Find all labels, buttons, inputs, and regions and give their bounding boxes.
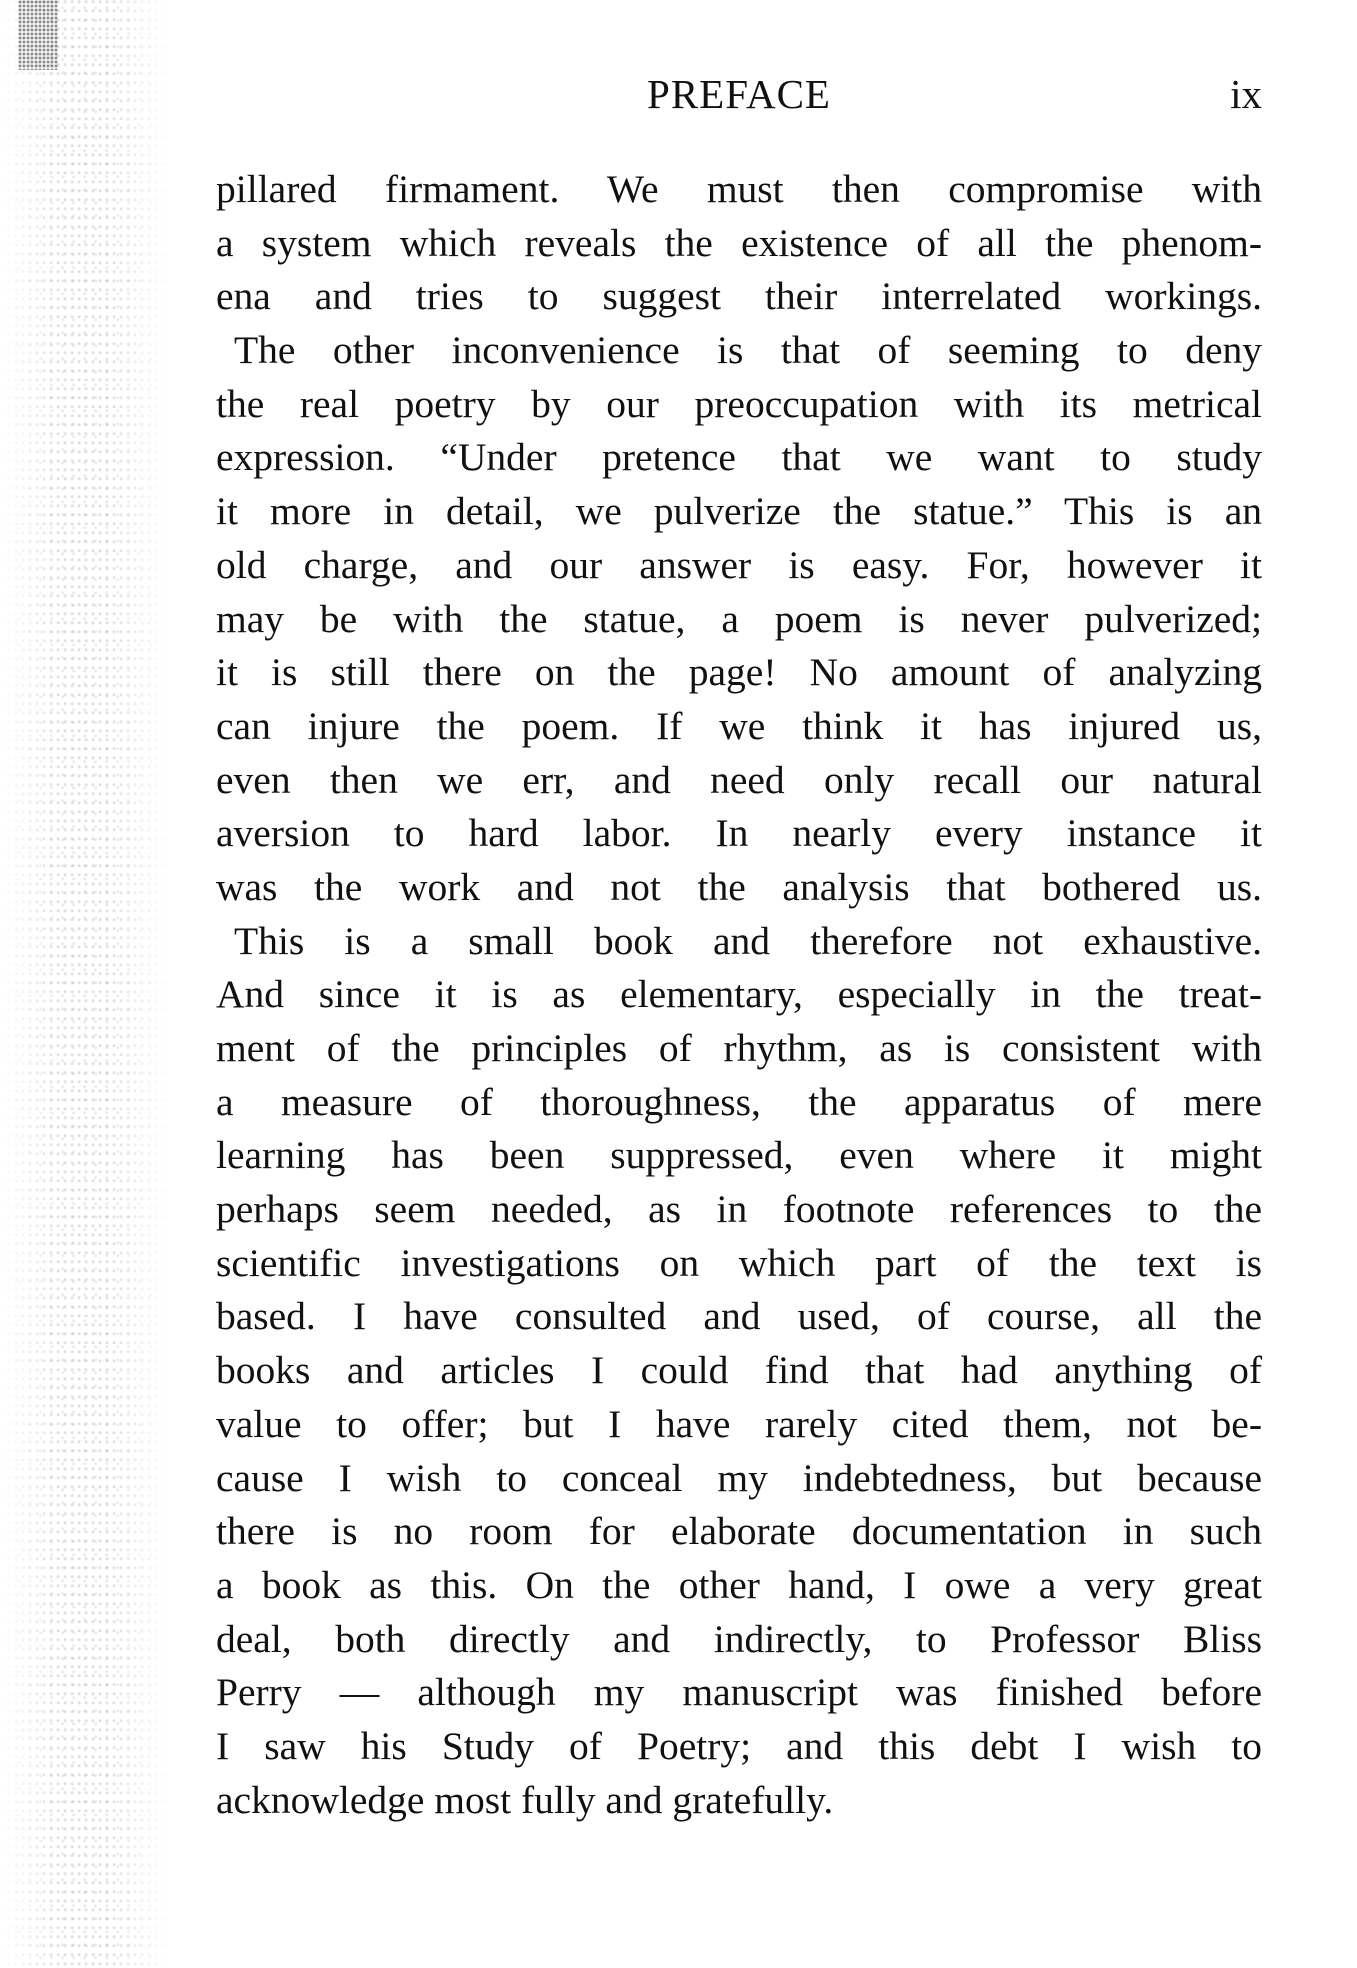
text-line: cause I wish to conceal my indebtedness, but because bbox=[216, 1455, 1262, 1500]
text-line: ment of the principles of rhythm, as is consistent with bbox=[216, 1026, 1262, 1070]
scan-gutter-noise bbox=[0, 0, 170, 1968]
text-line: a measure of thoroughness, the apparatus of mere bbox=[216, 1079, 1262, 1124]
text-line: even then we err, and need only recall our natural bbox=[216, 757, 1262, 802]
page-number: ix bbox=[1230, 71, 1262, 117]
text-line: perhaps seem needed, as in footnote references to the bbox=[216, 1187, 1262, 1232]
text-line: aversion to hard labor. In nearly every instance it bbox=[216, 811, 1262, 856]
text-line: there is no room for elaborate documentation in such bbox=[216, 1509, 1262, 1554]
paragraph bbox=[216, 324, 1262, 915]
text-line: it is still there on the page! No amount of analyzing bbox=[216, 650, 1262, 695]
text-line: old charge, and our answer is easy. For, however it bbox=[216, 542, 1262, 587]
text-line: Perry — although my manuscript was finished before bbox=[216, 1670, 1262, 1715]
text-line: scientific investigations on which part of the text is bbox=[216, 1240, 1262, 1285]
text-line: based. I have consulted and used, of course, all the bbox=[216, 1294, 1262, 1339]
text-line: may be with the statue, a poem is never pulverized; bbox=[216, 596, 1262, 641]
text-line: acknowledge most fully and gratefully. bbox=[216, 1777, 834, 1822]
text-line: can injure the poem. If we think it has injured us, bbox=[216, 703, 1262, 748]
text-line: And since it is as elementary, especially in the treat- bbox=[216, 972, 1262, 1017]
text-line: This is a small book and therefore not exhaustive. bbox=[234, 918, 1262, 963]
text-line: pillared firmament. We must then compromise with bbox=[216, 167, 1262, 211]
scan-corner-smudge bbox=[18, 0, 58, 70]
text-line: value to offer; but I have rarely cited them, not be- bbox=[216, 1401, 1262, 1446]
paragraph bbox=[216, 163, 1262, 324]
running-header bbox=[216, 70, 1262, 124]
running-title: PREFACE bbox=[647, 71, 831, 117]
text-line: a system which reveals the existence of all the phenom- bbox=[216, 220, 1262, 265]
text-line: learning has been suppressed, even where it might bbox=[216, 1133, 1262, 1178]
body-text bbox=[216, 163, 1262, 1827]
text-line: ena and tries to suggest their interrelated workings. bbox=[216, 274, 1262, 319]
text-line: deal, both directly and indirectly, to Professor Bliss bbox=[216, 1616, 1262, 1661]
text-line: a book as this. On the other hand, I owe a very great bbox=[216, 1562, 1262, 1607]
text-line: it more in detail, we pulverize the statue.” This is an bbox=[216, 489, 1262, 534]
text-line: the real poetry by our preoccupation with its metrical bbox=[216, 381, 1262, 426]
text-line: I saw his Study of Poetry; and this debt I wish to bbox=[216, 1723, 1262, 1768]
text-line: books and articles I could find that had anything of bbox=[216, 1348, 1262, 1393]
text-line: The other inconvenience is that of seeming to deny bbox=[234, 328, 1262, 373]
text-line: was the work and not the analysis that bothered us. bbox=[216, 864, 1262, 909]
paragraph bbox=[216, 915, 1262, 1828]
text-line: expression. “Under pretence that we want to study bbox=[216, 435, 1262, 480]
